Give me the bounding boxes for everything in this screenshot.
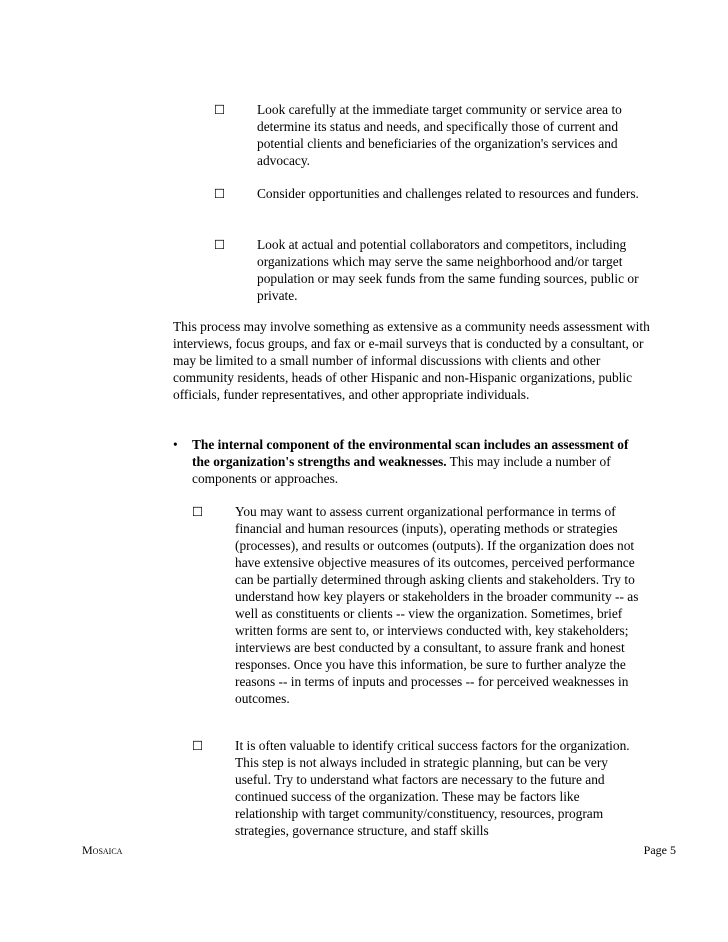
checkbox-icon: ☐: [214, 102, 226, 117]
checkbox-icon: ☐: [214, 237, 226, 252]
checkbox-icon: ☐: [192, 504, 204, 519]
bullet-text: [192, 436, 632, 487]
checkbox-icon: ☐: [192, 738, 204, 753]
footer-org-name: Mosaica: [82, 843, 123, 857]
bullet-rest-text: This may include a number of components or approaches.: [192, 454, 611, 486]
bullet-icon: •: [173, 437, 178, 452]
list-item-text: Look at actual and potential collaborators and competitors, including organizations which may serve the same neighborhood and/or target population or may seek funds from the same funding sources, public or private.: [257, 237, 639, 303]
list-item-text: It is often valuable to identify critical success factors for the organization. This step is not always included in strategic planning, but can be very useful. Try to understand what factors are necessary to the future and continued success of the organization. These may be factors like relationship with target community/constituency, resources, program strategies, governance structure, and staff skills: [235, 738, 630, 838]
checkbox-icon: ☐: [214, 186, 226, 201]
body-paragraph: This process may involve something as extensive as a community needs assessment with interviews, focus groups, and fax or e-mail surveys that is conducted by a consultant, or may be limited to a small number of informal discussions with clients and other community residents, heads of other Hispanic and non-Hispanic organizations, public officials, funder representatives, and other appropriate individuals.: [173, 319, 650, 402]
page-number: Page 5: [643, 843, 676, 857]
list-item-text: Consider opportunities and challenges related to resources and funders.: [257, 186, 639, 201]
list-item-text: You may want to assess current organizational performance in terms of financial and human resources (inputs), operating methods or strategies (processes), and results or outcomes (outputs). If the organization does not have extensive objective measures of its outcomes, perceived performance can be partially determined through asking clients and stakeholders. Try to understand how key players or stakeholders in the broader community -- as well as constituents or clients -- view the organization. Sometimes, brief written forms are sent to, or interviews conducted with, key stakeholders; interviews are best conducted by a consultant, to assure frank and honest responses. Once you have this information, be sure to further analyze the reasons -- in terms of inputs and processes -- for perceived weaknesses in outcomes.: [235, 504, 639, 706]
bullet-bold-text: The internal component of the environmental scan includes an assessment of the organization's strengths and weaknesses.: [192, 437, 629, 469]
list-item-text: Look carefully at the immediate target community or service area to determine its status and needs, and specifically those of current and potential clients and beneficiaries of the organization's services and advocacy.: [257, 102, 622, 168]
